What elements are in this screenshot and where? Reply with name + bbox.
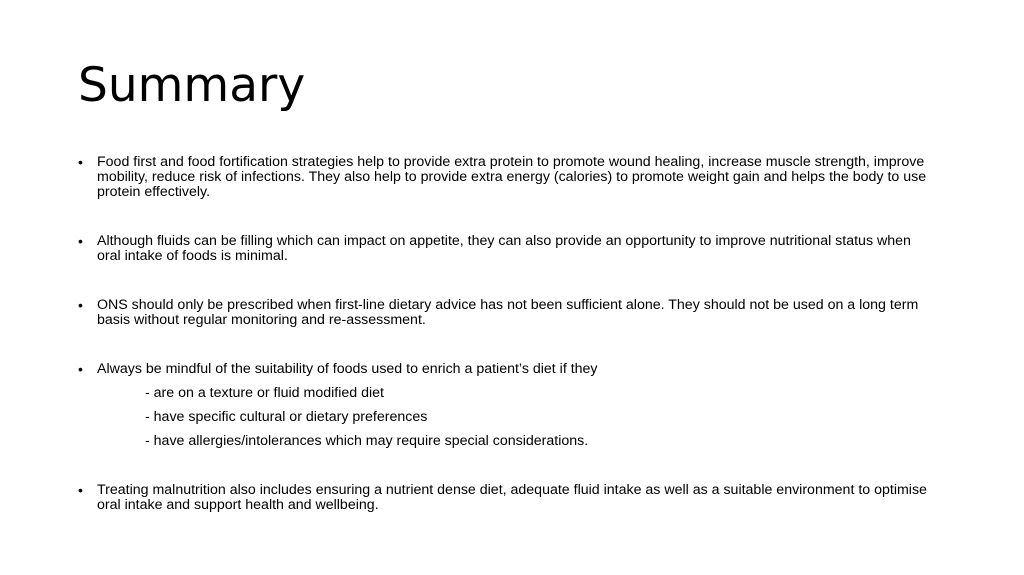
bullet-text: ONS should only be prescribed when first-line dietary advice has not been sufficient alone. They should not be used on a long term basis without regular monitoring and re-assessment. [97, 297, 919, 328]
bullet-dot-icon: • [78, 361, 83, 377]
sub-item: - have allergies/intolerances which may require special considerations. [145, 433, 589, 449]
bullet-text: Always be mindful of the suitability of foods used to enrich a patient’s diet if they [97, 361, 598, 377]
bullet-text: Although fluids can be filling which can impact on appetite, they can also provide an opportunity to improve nutritional status when oral intake of foods is minimal. [97, 233, 911, 264]
bullet-text: Treating malnutrition also includes ensuring a nutrient dense diet, adequate fluid intake as well as a suitable environment to optimise oral intake and support health and wellbeing. [97, 482, 927, 513]
bullet-item [78, 234, 938, 264]
bullet-dot-icon: • [78, 482, 83, 498]
bullet-text: Food first and food fortification strategies help to provide extra protein to promote wound healing, increase muscle strength, improve mobility, reduce risk of infections. They also help to provide extra energy (calories) to promote weight gain and helps the body to use protein effectively. [97, 154, 927, 200]
sub-item: - are on a texture or fluid modified diet [145, 385, 384, 401]
bullet-item [78, 298, 938, 328]
bullet-dot-icon: • [78, 233, 83, 249]
slide-content [78, 155, 938, 513]
bullet-item [78, 483, 938, 513]
sub-item: - have specific cultural or dietary preferences [145, 409, 428, 425]
bullet-dot-icon: • [78, 154, 83, 170]
slide-title: Summary [78, 58, 306, 113]
bullet-dot-icon: • [78, 297, 83, 313]
bullet-item [78, 155, 938, 200]
bullet-item [78, 362, 938, 377]
